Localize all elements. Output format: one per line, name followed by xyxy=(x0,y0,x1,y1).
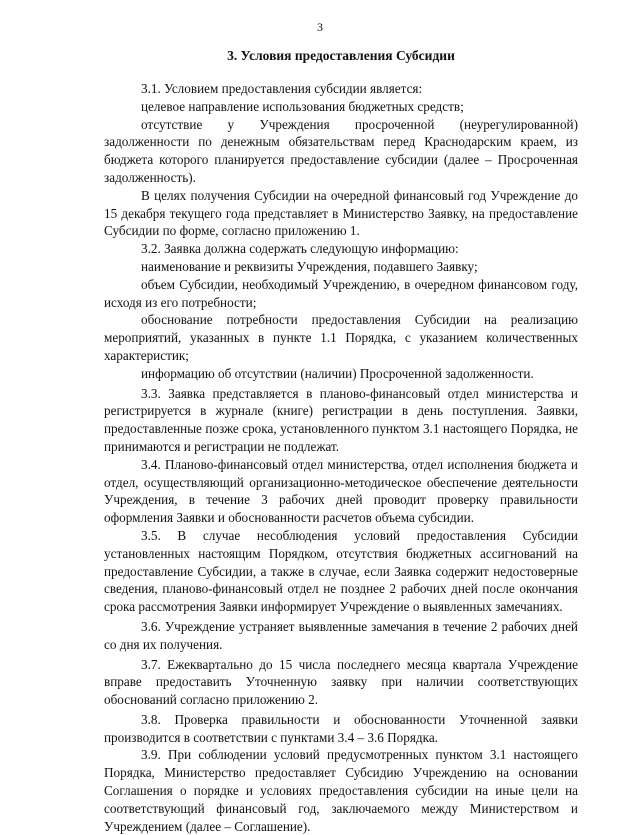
paragraph-item-name-details: наименование и реквизиты Учреждения, подавшего Заявку; xyxy=(141,258,478,274)
paragraph-item-debt-info: информацию об отсутствии (наличии) Просроченной задолженности. xyxy=(141,365,534,381)
paragraph-condition-no-debt: отсутствие у Учреждения просроченной (неурегулированной) задолженности по денежным обязательствам перед Краснодарским краем, из бюджета которого планируется предоставление субсидии (далее – Просроченная задолженность). xyxy=(104,116,578,185)
section-title: 3. Условия предоставления Субсидии xyxy=(227,48,455,63)
paragraph-condition-target-use: целевое направление использования бюджетных средств; xyxy=(141,98,464,114)
paragraph-3-8: 3.8. Проверка правильности и обоснованности Уточненной заявки производится в соответствии с пунктами 3.4 – 3.6 Порядка. xyxy=(104,711,578,745)
paragraph-3-7: 3.7. Ежеквартально до 15 числа последнего месяца квартала Учреждение вправе предоставить Уточненную заявку при наличии соответствующих обоснований согласно приложению 2. xyxy=(104,656,578,708)
paragraph-3-1: 3.1. Условием предоставления субсидии является: xyxy=(141,81,423,96)
paragraph-item-volume: объем Субсидии, необходимый Учреждению, в очередном финансовом году, исходя из его потребности; xyxy=(104,276,578,310)
paragraph-3-5: 3.5. В случае несоблюдения условий предоставления Субсидии установленных настоящим Порядком, отсутствия бюджетных ассигнований на предоставление Субсидии, а также в случае, если Заявка содержит недостоверные сведения, планово-финансовый отдел не позднее 2 рабочих дней после окончания срока рассмотрения Заявки информирует Учреждение о выявленных замечаниях. xyxy=(104,527,578,615)
paragraph-application-deadline: В целях получения Субсидии на очередной финансовый год Учреждение до 15 декабря текущего года представляет в Министерство Заявку, на предоставление Субсидии по форме, согласно приложению 1. xyxy=(104,187,578,239)
paragraph-3-6: 3.6. Учреждение устраняет выявленные замечания в течение 2 рабочих дней со дня их получения. xyxy=(104,618,578,652)
paragraph-item-justification: обоснование потребности предоставления Субсидии на реализацию мероприятий, указанных в пункте 1.1 Порядка, с указанием количественных характеристик; xyxy=(104,312,578,363)
paragraph-3-3: 3.3. Заявка представляется в планово-финансовый отдел министерства и регистрируется в журнале (книге) регистрации в день поступления. Заявки, предоставленные позже срока, установленного пунктом 3.1 настоящего Порядка, не принимаются и регистрации не подлежат. xyxy=(104,385,578,454)
document-body xyxy=(104,80,578,835)
paragraph-3-4: 3.4. Планово-финансовый отдел министерства, отдел исполнения бюджета и отдел, осуществляющий организационно-методическое обеспечение деятельности Учреждения, в течение 3 рабочих дней проводит проверку правильности оформления Заявки и обоснованности расчетов объема субсидии. xyxy=(104,456,578,526)
paragraph-3-2: 3.2. Заявка должна содержать следующую информацию: xyxy=(141,241,459,257)
page-number: 3 xyxy=(317,20,323,34)
paragraph-3-9: 3.9. При соблюдении условий предусмотренных пунктом 3.1 настоящего Порядка, Министерство предоставляет Субсидию Учреждению на основании Соглашения о порядке и условиях предоставления субсидии на иные цели на соответствующий финансовый год, заключаемого между Министерством и Учреждением (далее – Соглашение). xyxy=(104,747,578,834)
